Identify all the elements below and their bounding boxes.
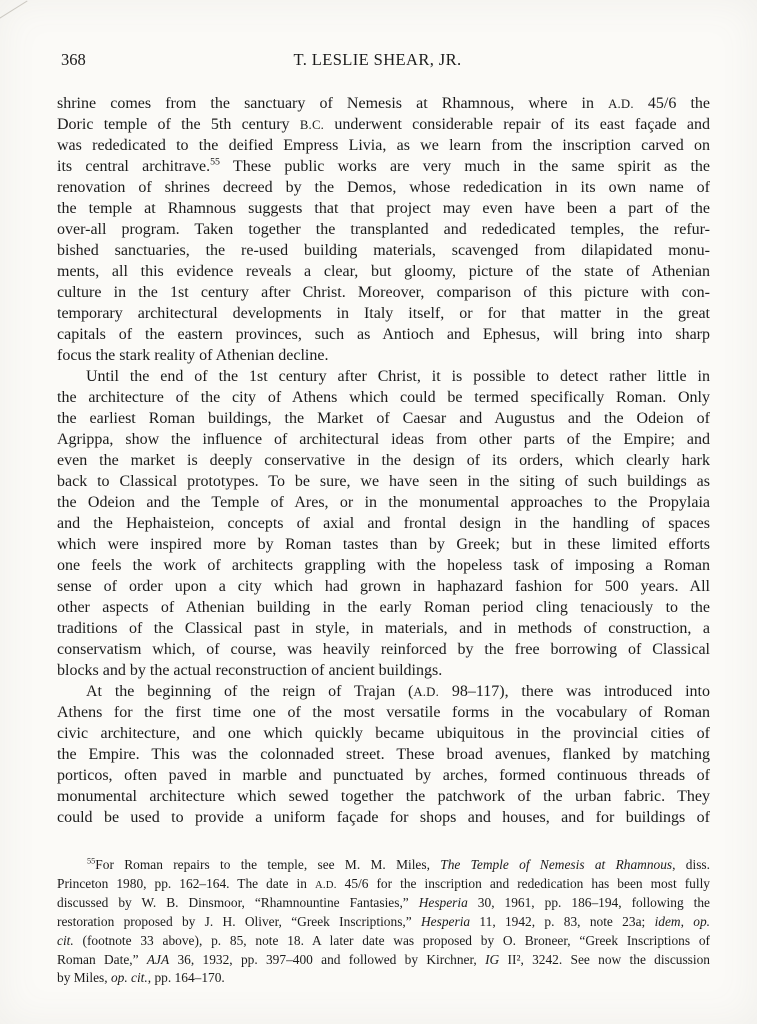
page-header <box>57 50 710 69</box>
text-line: and the Hephaisteion, concepts of axial and frontal design in the handling of spaces <box>57 515 710 532</box>
text-line: the Empire. This was the colonnaded street. These broad avenues, flanked by matching <box>57 746 710 763</box>
text-line: over-all program. Taken together the transplanted and rededicated temples, the refur- <box>57 221 710 238</box>
running-head: T. LESLIE SHEAR, JR. <box>293 50 462 69</box>
text-line: one feels the work of architects grappling with the hopeless task of imposing a Roman <box>57 557 710 574</box>
text-line: focus the stark reality of Athenian decline. <box>57 347 329 364</box>
text-line: Doric temple of the 5th century B.C. underwent considerable repair of its east façade and <box>57 116 710 133</box>
text-line: civic architecture, and one which quickly became ubiquitous in the provincial cities of <box>57 725 710 742</box>
text-line: Agrippa, show the influence of architectural ideas from other parts of the Empire; and <box>57 431 710 448</box>
text-line: porticos, often paved in marble and punctuated by arches, formed continuous threads of <box>57 767 710 784</box>
footnote <box>57 856 710 988</box>
text-line: traditions of the Classical past in style, in materials, and in methods of construction, a <box>57 620 710 637</box>
text-line: bished sanctuaries, the re-used building materials, scavenged from dilapidated monu- <box>57 242 710 259</box>
text-line: the earliest Roman buildings, the Market of Caesar and Augustus and the Odeion of <box>57 410 710 427</box>
text-line: could be used to provide a uniform façade for shops and houses, and for buildings of <box>57 809 710 826</box>
footnote-line: $^{55}$For Roman repairs to the temple, see M. M. Miles, The Temple of Nemesis at Rhamnous, diss. <box>87 856 710 872</box>
text-line: the Odeion and the Temple of Ares, or in the monumental approaches to the Propylaia <box>57 494 710 511</box>
scan-artifact <box>0 1 28 21</box>
text-line: Until the end of the 1st century after Christ, it is possible to detect rather little in <box>86 368 710 385</box>
page-number: 368 <box>61 50 86 69</box>
text-line: At the beginning of the reign of Trajan (A.D. 98–117), there was introduced into <box>86 683 710 700</box>
text-line: its central architrave.$^{55}$ These public works are very much in the same spirit as the <box>57 156 711 175</box>
text-line: shrine comes from the sanctuary of Nemesis at Rhamnous, where in A.D. 45/6 the <box>57 95 710 112</box>
footnote-line: Roman Date,” AJA 36, 1932, pp. 397–400 and followed by Kirchner, IG II², 3242. See now the discussion <box>57 951 710 967</box>
footnote-line: by Miles, op. cit., pp. 164–170. <box>57 970 225 986</box>
text-line: even the market is deeply conservative in the design of its orders, which clearly hark <box>57 452 710 469</box>
text-line: renovation of shrines decreed by the Demos, whose rededication in its own name of <box>57 179 710 196</box>
text-line: monumental architecture which sewed together the patchwork of the urban fabric. They <box>57 788 710 805</box>
footnote-line: cit. (footnote 33 above), p. 85, note 18. A later date was proposed by O. Broneer, “Greek Inscriptions of <box>57 932 710 948</box>
text-line: culture in the 1st century after Christ. Moreover, comparison of this picture with con- <box>57 284 710 301</box>
text-line: temporary architectural developments in Italy itself, or for that matter in the great <box>57 305 710 322</box>
text-line: ments, all this evidence reveals a clear, but gloomy, picture of the state of Athenian <box>57 263 710 280</box>
footnote-line: discussed by W. B. Dinsmoor, “Rhamnountine Fantasies,” Hesperia 30, 1961, pp. 186–194, following the <box>57 895 710 911</box>
footnote-line: restoration proposed by J. H. Oliver, “Greek Inscriptions,” Hesperia 11, 1942, p. 83, note 23a; idem, op. <box>57 914 711 930</box>
text-line: blocks and by the actual reconstruction of ancient buildings. <box>57 662 443 679</box>
text-line: conservatism which, of course, was heavily reinforced by the free borrowing of Classical <box>57 641 710 658</box>
text-line: Athens for the first time one of the most versatile forms in the vocabulary of Roman <box>57 704 710 721</box>
text-line: other aspects of Athenian building in the early Roman period cling tenaciously to the <box>57 599 710 616</box>
text-line: which were inspired more by Roman tastes than by Greek; but in these limited efforts <box>57 536 710 553</box>
text-line: sense of order upon a city which had grown in haphazard fashion for 500 years. All <box>57 578 710 595</box>
text-line: the temple at Rhamnous suggests that that project may even have been a part of the <box>57 200 710 217</box>
text-block <box>57 50 710 988</box>
footnote-line: Princeton 1980, pp. 162–164. The date in A.D. 45/6 for the inscription and rededication has been most fully <box>57 875 710 891</box>
text-line: was rededicated to the deified Empress Livia, as we learn from the inscription carved on <box>57 137 710 154</box>
text-line: capitals of the eastern provinces, such as Antioch and Ephesus, will bring into sharp <box>57 326 710 343</box>
text-line: back to Classical prototypes. To be sure, we have seen in the siting of such buildings as <box>57 473 710 490</box>
text-line: the architecture of the city of Athens which could be termed specifically Roman. Only <box>57 389 710 406</box>
body-text <box>57 93 710 828</box>
